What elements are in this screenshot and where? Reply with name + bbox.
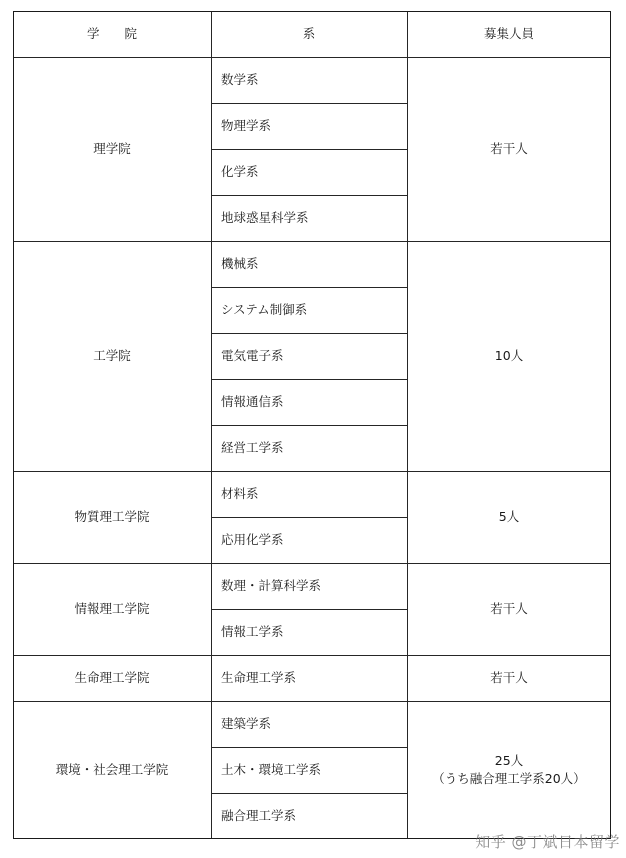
department-cell: 情報工学系 bbox=[221, 624, 284, 639]
department-cell: 材料系 bbox=[221, 486, 259, 501]
department-cell: 情報通信系 bbox=[221, 394, 284, 409]
header-recruitment: 募集人員 bbox=[483, 26, 534, 41]
department-cell: 応用化学系 bbox=[221, 532, 284, 547]
department-cell: 融合理工学系 bbox=[221, 808, 297, 823]
department-cell: 電気電子系 bbox=[221, 348, 284, 363]
department-cell: 生命理工学系 bbox=[221, 670, 297, 685]
department-cell: 経営工学系 bbox=[221, 440, 284, 455]
watermark: 知乎 @丁斌日本留学 bbox=[475, 833, 620, 851]
recruitment-line: 25人 bbox=[494, 753, 524, 768]
department-cell: 土木・環境工学系 bbox=[221, 762, 322, 777]
table-border bbox=[13, 11, 611, 839]
department-cell: 数学系 bbox=[221, 72, 259, 87]
recruitment-line: （うち融合理工学系20人） bbox=[432, 771, 586, 786]
faculty-cell: 生命理工学院 bbox=[74, 670, 150, 685]
recruitment-line: 5人 bbox=[498, 509, 520, 524]
department-cell: 物理学系 bbox=[221, 118, 272, 133]
department-cell: 建築学系 bbox=[221, 716, 272, 731]
faculty-cell: 情報理工学院 bbox=[74, 601, 150, 616]
department-cell: 化学系 bbox=[221, 164, 259, 179]
recruitment-line: 若干人 bbox=[490, 601, 528, 616]
department-cell: システム制御系 bbox=[221, 302, 308, 317]
recruitment-line: 若干人 bbox=[490, 141, 528, 156]
faculty-cell: 理学院 bbox=[93, 141, 131, 156]
department-cell: 機械系 bbox=[221, 256, 259, 271]
header-faculty: 学 院 bbox=[86, 26, 137, 41]
department-cell: 地球惑星科学系 bbox=[221, 210, 309, 225]
department-cell: 数理・計算科学系 bbox=[221, 578, 322, 593]
faculty-cell: 工学院 bbox=[93, 348, 131, 363]
header-department: 系 bbox=[302, 26, 316, 41]
recruitment-line: 10人 bbox=[494, 348, 524, 363]
faculty-cell: 環境・社会理工学院 bbox=[55, 762, 169, 777]
faculty-cell: 物質理工学院 bbox=[74, 509, 150, 524]
recruitment-line: 若干人 bbox=[490, 670, 528, 685]
recruitment-table bbox=[13, 11, 611, 840]
